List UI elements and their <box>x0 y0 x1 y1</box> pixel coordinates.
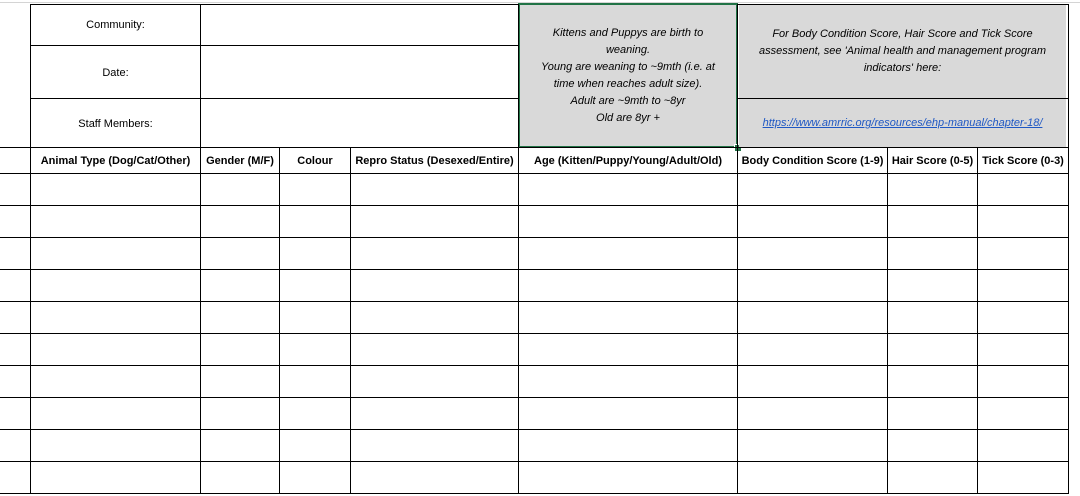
score-note-line: assessment, see 'Animal health and management program <box>758 45 1047 57</box>
staff-members-input-cell[interactable] <box>201 99 518 148</box>
border-line <box>200 4 201 494</box>
score-note-line: indicators' here: <box>863 62 942 74</box>
border-line <box>0 397 1069 398</box>
age-note-line: Adult are ~9mth to ~8yr <box>570 95 686 107</box>
date-label: Date: <box>102 66 129 79</box>
border-line <box>0 269 1069 270</box>
border-line <box>0 237 1069 238</box>
column-header-colour: Colour <box>297 155 333 167</box>
age-note-line: weaning. <box>605 44 651 56</box>
column-header-age: Age (Kitten/Puppy/Young/Adult/Old) <box>534 155 722 167</box>
border-line <box>0 205 1069 206</box>
border-line <box>737 4 738 494</box>
border-line <box>0 493 1069 494</box>
column-header-tick-score: Tick Score (0-3) <box>982 155 1064 167</box>
border-line <box>31 45 519 46</box>
column-header-hair-score: Hair Score (0-5) <box>891 155 974 167</box>
chapter-18-link[interactable]: https://www.amrric.org/resources/ehp-manual/chapter-18/ <box>739 99 1066 147</box>
age-definition-note[interactable] <box>518 3 738 148</box>
border-line <box>0 365 1069 366</box>
column-header-repro-status: Repro Status (Desexed/Entire) <box>355 155 514 167</box>
column-header-animal-type: Animal Type (Dog/Cat/Other) <box>40 155 191 167</box>
border-line <box>31 4 519 5</box>
border-line <box>738 4 1068 5</box>
border-line <box>0 147 1069 148</box>
border-line <box>0 461 1069 462</box>
border-line <box>279 147 280 494</box>
border-line <box>0 301 1069 302</box>
border-line <box>0 429 1069 430</box>
border-line <box>31 98 519 99</box>
border-line <box>30 4 31 494</box>
border-line <box>738 98 1068 99</box>
border-line <box>887 147 888 494</box>
date-input-cell[interactable] <box>201 46 518 99</box>
staff-members-label: Staff Members: <box>78 117 153 130</box>
age-note-line: Kittens and Puppys are birth to <box>552 27 704 39</box>
border-line <box>977 147 978 494</box>
column-header-body-condition: Body Condition Score (1-9) <box>741 155 884 167</box>
age-note-line: Old are 8yr + <box>596 112 660 124</box>
border-line <box>0 333 1069 334</box>
border-line <box>0 173 1069 174</box>
border-line <box>1068 4 1069 494</box>
score-assessment-note <box>739 4 1066 98</box>
community-label: Community: <box>86 19 145 31</box>
age-note-line: Young are weaning to ~9mth (i.e. at <box>541 61 715 73</box>
column-header-gender: Gender (M/F) <box>206 155 274 167</box>
age-note-line: time when reaches adult size). <box>553 78 703 90</box>
border-line <box>350 147 351 494</box>
community-input-cell[interactable] <box>201 4 518 46</box>
score-note-line: For Body Condition Score, Hair Score and Tick Score <box>772 28 1033 40</box>
border-line <box>518 4 519 494</box>
